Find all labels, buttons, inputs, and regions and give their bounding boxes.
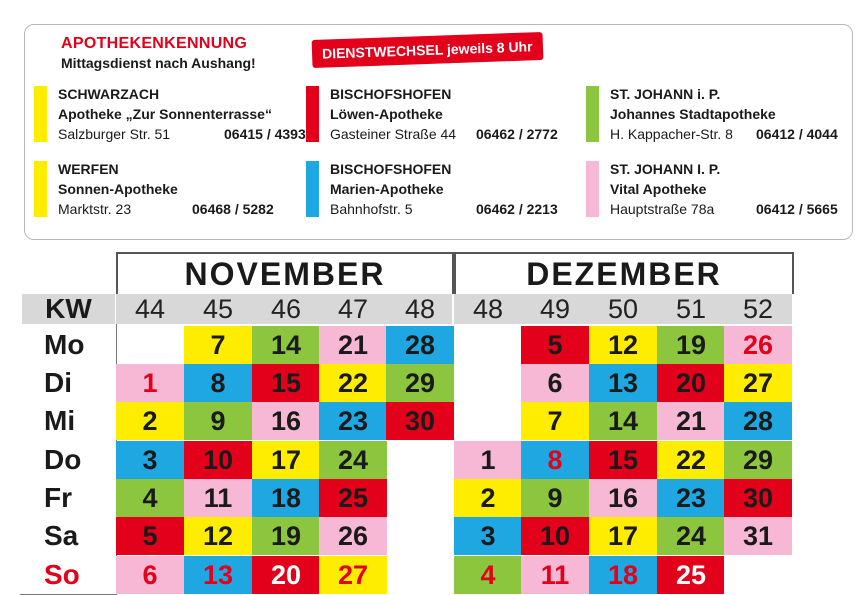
- calendar-day-cell: 24: [657, 517, 725, 555]
- calendar-day-cell: 1: [454, 441, 522, 479]
- pharmacy-phone: 06415 / 4393: [224, 126, 306, 142]
- month-header-dezember: DEZEMBER: [454, 252, 794, 294]
- calendar-day-cell: 16: [589, 479, 657, 517]
- weekday-label: Do: [44, 444, 82, 475]
- calendar-day-cell: 6: [116, 556, 184, 594]
- calendar-day-cell: 26: [724, 326, 792, 364]
- pharmacy-address: Hauptstraße 78a: [610, 201, 715, 217]
- calendar-day-cell: 30: [724, 479, 792, 517]
- calendar-day-cell: 29: [386, 364, 454, 402]
- calendar-day-cell: 28: [724, 402, 792, 440]
- calendar-day-cell: 23: [657, 479, 725, 517]
- kw-number: 46: [270, 294, 302, 324]
- calendar-day-cell: 27: [724, 364, 792, 402]
- pharmacy-name: Johannes Stadtapotheke: [610, 106, 776, 122]
- calendar-day-cell: 25: [657, 556, 725, 594]
- calendar-day-cell: 4: [116, 479, 184, 517]
- calendar-day-cell: 10: [184, 441, 252, 479]
- pharmacy-name: Apotheke „Zur Sonnenterrasse“: [58, 106, 272, 122]
- pharmacy-phone: 06462 / 2213: [476, 201, 558, 217]
- calendar-day-cell: 8: [184, 364, 252, 402]
- calendar-day-cell: 5: [116, 517, 184, 555]
- calendar-day-cell: 21: [319, 326, 387, 364]
- pharmacy-town: BISCHOFSHOFEN: [330, 86, 452, 102]
- dienstwechsel-banner: DIENSTWECHSEL jeweils 8 Uhr: [312, 32, 543, 68]
- calendar-day-cell: 24: [319, 441, 387, 479]
- kw-number: 52: [742, 294, 774, 324]
- pharmacy-town: BISCHOFSHOFEN: [330, 161, 452, 177]
- pharmacy-name: Löwen-Apotheke: [330, 106, 443, 122]
- calendar-day-cell: 14: [589, 402, 657, 440]
- calendar-day-cell: 10: [521, 517, 589, 555]
- calendar-day-cell: 14: [252, 326, 320, 364]
- calendar-day-cell: 25: [319, 479, 387, 517]
- calendar-day-cell: 13: [589, 364, 657, 402]
- pharmacy-name: Vital Apotheke: [610, 181, 707, 197]
- calendar-day-cell: 31: [724, 517, 792, 555]
- calendar-day-cell: 6: [521, 364, 589, 402]
- calendar-day-cell: 21: [657, 402, 725, 440]
- calendar-day-cell: 22: [657, 441, 725, 479]
- calendar-day-cell: 22: [319, 364, 387, 402]
- kw-number: 47: [337, 294, 369, 324]
- calendar-day-cell: 20: [252, 556, 320, 594]
- kw-number: 45: [202, 294, 234, 324]
- kw-number: 44: [134, 294, 166, 324]
- pharmacy-phone: 06412 / 5665: [756, 201, 838, 217]
- weekday-label: Fr: [44, 482, 72, 513]
- calendar-day-cell: 12: [184, 517, 252, 555]
- kw-number: 48: [404, 294, 436, 324]
- calendar-day-cell: 3: [116, 441, 184, 479]
- calendar-day-cell: 7: [184, 326, 252, 364]
- calendar-day-cell: [724, 556, 792, 594]
- pharmacy-address: Bahnhofstr. 5: [330, 201, 413, 217]
- pharmacy-name: Marien-Apotheke: [330, 181, 444, 197]
- pharmacy-phone: 06412 / 4044: [756, 126, 838, 142]
- pharmacy-town: WERFEN: [58, 161, 119, 177]
- calendar-day-cell: 18: [252, 479, 320, 517]
- calendar-day-cell: 2: [454, 479, 522, 517]
- calendar-day-cell: 7: [521, 402, 589, 440]
- calendar-day-cell: 28: [386, 326, 454, 364]
- pharmacy-town: SCHWARZACH: [58, 86, 160, 102]
- calendar-day-cell: 23: [319, 402, 387, 440]
- weekday-label: Di: [44, 367, 72, 398]
- pharmacy-address: Gasteiner Straße 44: [330, 126, 457, 142]
- calendar-day-cell: 16: [252, 402, 320, 440]
- weekday-label: Mi: [44, 405, 76, 436]
- calendar-day-cell: 9: [184, 402, 252, 440]
- pharmacy-town: ST. JOHANN i. P.: [610, 86, 721, 102]
- kw-number: 50: [607, 294, 639, 324]
- legend-subtitle: Mittagsdienst nach Aushang!: [61, 55, 256, 71]
- calendar-day-cell: 8: [521, 441, 589, 479]
- calendar-day-cell: 12: [589, 326, 657, 364]
- pharmacy-phone: 06462 / 2772: [476, 126, 558, 142]
- calendar-day-cell: 15: [589, 441, 657, 479]
- calendar-day-cell: 18: [589, 556, 657, 594]
- calendar-day-cell: 4: [454, 556, 522, 594]
- weekday-label: So: [44, 559, 80, 590]
- calendar-day-cell: 13: [184, 556, 252, 594]
- calendar-day-cell: 30: [386, 402, 454, 440]
- weekday-label: Sa: [44, 520, 79, 551]
- calendar-day-cell: 17: [252, 441, 320, 479]
- calendar-day-cell: 11: [184, 479, 252, 517]
- calendar-day-cell: 29: [724, 441, 792, 479]
- calendar-day-cell: 1: [116, 364, 184, 402]
- calendar-day-cell: 20: [657, 364, 725, 402]
- kw-label: KW: [22, 294, 115, 324]
- pharmacy-town: ST. JOHANN I. P.: [610, 161, 721, 177]
- calendar-day-cell: 17: [589, 517, 657, 555]
- calendar-day-cell: 19: [657, 326, 725, 364]
- pharmacy-address: Salzburger Str. 51: [58, 126, 171, 142]
- kw-number: 49: [539, 294, 571, 324]
- calendar-day-cell: 3: [454, 517, 522, 555]
- calendar-day-cell: 15: [252, 364, 320, 402]
- pharmacy-address: Marktstr. 23: [58, 201, 132, 217]
- calendar-day-cell: 2: [116, 402, 184, 440]
- calendar-day-cell: 11: [521, 556, 589, 594]
- calendar-day-cell: 26: [319, 517, 387, 555]
- kw-number: 51: [675, 294, 707, 324]
- month-header-november: NOVEMBER: [116, 252, 454, 294]
- pharmacy-address: H. Kappacher-Str. 8: [610, 126, 733, 142]
- pharmacy-name: Sonnen-Apotheke: [58, 181, 178, 197]
- pharmacy-phone: 06468 / 5282: [192, 201, 274, 217]
- kw-number: 48: [472, 294, 504, 324]
- calendar-day-cell: 5: [521, 326, 589, 364]
- calendar-day-cell: 9: [521, 479, 589, 517]
- calendar-day-cell: 27: [319, 556, 387, 594]
- weekday-label: Mo: [44, 329, 85, 360]
- calendar-day-cell: 19: [252, 517, 320, 555]
- legend-title: APOTHEKENKENNUNG: [61, 35, 248, 52]
